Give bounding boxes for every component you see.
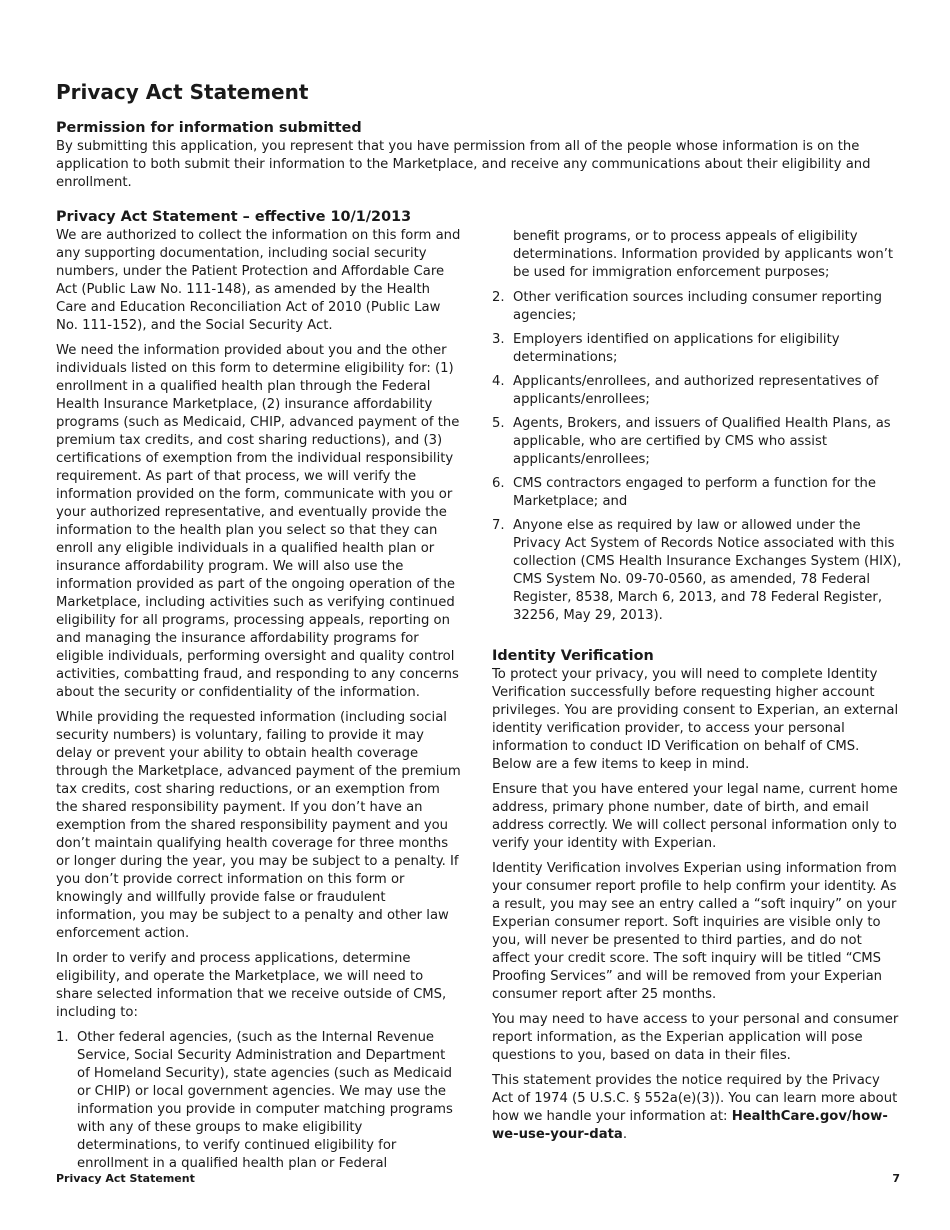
sharing-list <box>56 1029 461 1173</box>
list-item-continuation: benefit programs, or to process appeals of eligibility determinations. Information provided by applicants won’t be used for immigration enforcement purposes; <box>513 229 894 280</box>
page-number: 7 <box>892 1172 900 1185</box>
list-item <box>492 517 902 625</box>
list-item-text: CMS contractors engaged to perform a function for the Marketplace; and <box>513 476 877 509</box>
privacy-paragraph-sharing: In order to verify and process applications, determine eligibility, and operate the Marketplace, we will need to share selected information that we receive outside of CMS, including to: <box>56 951 447 1020</box>
list-item-number: 1. <box>56 1030 69 1045</box>
list-item <box>492 289 902 325</box>
notice-text: This statement provides the notice required by the Privacy Act of 1974 (5 U.S.C. § 552a(e)(3)). You can learn more about how we handle your information at: <box>492 1073 898 1124</box>
list-item-number: 3. <box>492 332 505 347</box>
footer-label: Privacy Act Statement <box>56 1172 195 1185</box>
identity-paragraph-access: You may need to have access to your personal and consumer report information, as the Experian application will pose questions to you, based on data in their files. <box>492 1012 899 1063</box>
list-item-number: 6. <box>492 476 505 491</box>
list-item-number: 2. <box>492 290 505 305</box>
permission-heading: Permission for information submitted <box>56 120 362 136</box>
permission-text: By submitting this application, you represent that you have permission from all of the people whose information is on the application to both submit their information to the Marketplace, and receive any communications about their eligibility and enrollment. <box>56 139 871 190</box>
list-item <box>492 475 902 511</box>
privacy-paragraph-authority: We are authorized to collect the information on this form and any supporting documentation, including social security numbers, under the Patient Protection and Affordable Care Act (Public Law No. 111-148), as amended by the Health Care and Education Reconciliation Act of 2010 (Public Law No. 111-152), and the Social Security Act. <box>56 228 461 333</box>
privacy-statement-heading: Privacy Act Statement – effective 10/1/2013 <box>56 209 412 225</box>
identity-verification-heading: Identity Verification <box>492 648 654 664</box>
permission-section <box>56 119 901 192</box>
identity-paragraph-ensure: Ensure that you have entered your legal name, current home address, primary phone number, date of birth, and email address correctly. We will collect personal information only to verify your identity with Experian. <box>492 782 898 851</box>
left-column <box>56 208 461 1180</box>
right-column <box>492 228 902 1151</box>
identity-paragraph-soft-inquiry: Identity Verification involves Experian using information from your consumer report profile to help confirm your identity. As a result, you may see an entry called a “soft inquiry” on your Experian consumer report. Soft inquiries are visible only to you, will never be presented to third parties, and do not affect your credit score. The soft inquiry will be titled “CMS Proofing Services” and will be removed from your Experian consumer report after 25 months. <box>492 861 897 1002</box>
list-item-number: 5. <box>492 416 505 431</box>
page-title: Privacy Act Statement <box>56 80 309 104</box>
list-item-number: 7. <box>492 518 505 533</box>
list-item <box>492 415 902 469</box>
sharing-list-continued <box>492 289 902 625</box>
privacy-paragraph-purpose: We need the information provided about you and the other individuals listed on this form to determine eligibility for: (1) enrollment in a qualified health plan through the Federal Health Insurance Marketplace, (2) insurance affordability programs (such as Medicaid, CHIP, advanced payment of the premium tax credits, and cost sharing reductions), and (3) certifications of exemption from the individual responsibility requirement. As part of that process, we will verify the information provided on the form, communicate with you or your authorized representative, and eventually provide the information to the health plan you select so that they can enroll any eligible individuals in a qualified health plan or insurance affordability program. We will also use the information provided as part of the ongoing operation of the Marketplace, including activities such as verifying continued eligibility for all programs, processing appeals, reporting on and managing the insurance affordability programs for eligible individuals, performing oversight and quality control activities, combatting fraud, and responding to any concerns about the security or confidentiality of the information. <box>56 343 460 700</box>
identity-paragraph-intro: To protect your privacy, you will need to complete Identity Verification successfully before requesting higher account privileges. You are providing consent to Experian, an external identity verification provider, to access your personal information to conduct ID Verification on behalf of CMS. Below are a few items to keep in mind. <box>492 667 899 772</box>
notice-period: . <box>622 1127 628 1142</box>
list-item-text: Applicants/enrollees, and authorized representatives of applicants/enrollees; <box>513 374 879 407</box>
list-item <box>56 1029 461 1173</box>
identity-paragraph-notice <box>492 1072 902 1144</box>
privacy-paragraph-voluntary: While providing the requested information (including social security numbers) is voluntary, failing to provide it may delay or prevent your ability to obtain health coverage through the Marketplace, advanced payment of the premium tax credits, cost sharing reductions, or an exemption from the shared responsibility payment. If you don’t have an exemption from the shared responsibility payment and you don’t maintain qualifying health coverage for three months or longer during the year, you may be subject to a penalty. If you don’t provide correct information on this form or knowingly and willfully provide false or fraudulent information, you may be subject to a penalty and other law enforcement action. <box>56 710 461 941</box>
list-item <box>492 373 902 409</box>
list-item-number: 4. <box>492 374 505 389</box>
list-item-text: Agents, Brokers, and issuers of Qualified Health Plans, as applicable, who are certified by CMS who assist applicants/enrollees; <box>513 416 891 467</box>
list-item-text: Employers identified on applications for eligibility determinations; <box>513 332 840 365</box>
list-item-text: Other verification sources including consumer reporting agencies; <box>513 290 882 323</box>
list-item-text: Anyone else as required by law or allowed under the Privacy Act System of Records Notice associated with this collection (CMS Health Insurance Exchanges System (HIX), CMS System No. 09-70-0560, as amended, 78 Federal Register, 8538, March 6, 2013, and 78 Federal Register, 32256, May 29, 2013). <box>513 518 902 623</box>
healthcare-gov-link[interactable]: HealthCare.gov/how-we-use-your-data <box>492 1109 888 1142</box>
list-item <box>492 331 902 367</box>
list-item-text: Other federal agencies, (such as the Internal Revenue Service, Social Security Administration and Department of Homeland Security), state agencies (such as Medicaid or CHIP) or local government agencies. We may use the information you provide in computer matching programs with any of these groups to make eligibility determinations, to verify continued eligibility for enrollment in a qualified health plan or Federal <box>77 1030 453 1171</box>
